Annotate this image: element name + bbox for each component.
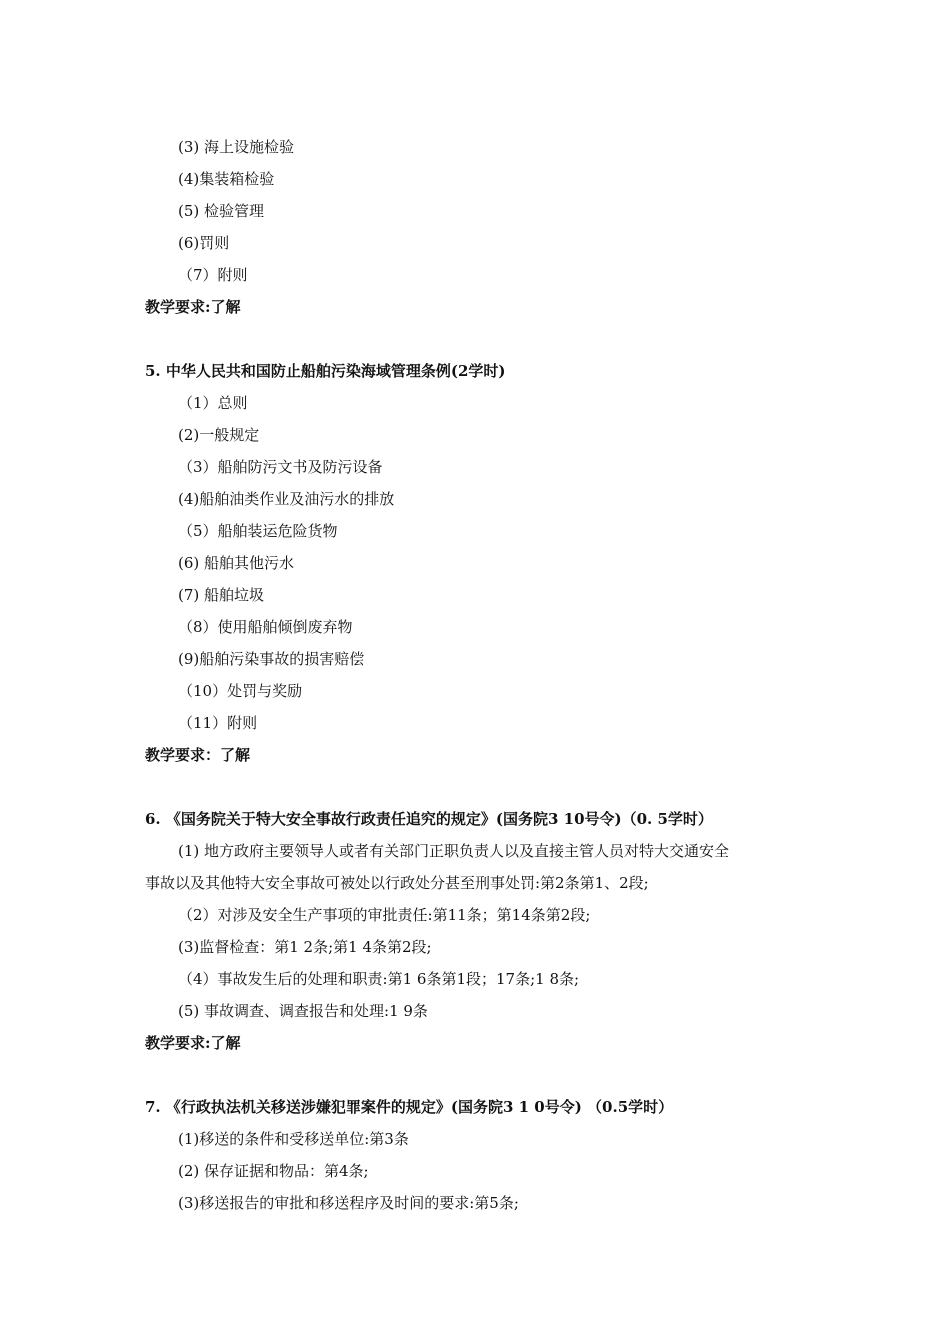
list-item: （10）处罚与奖励 [178, 682, 303, 700]
list-item: （7）附则 [178, 266, 248, 284]
list-item: （4）事故发生后的处理和职责:第1 6条第1段；17条;1 8条; [178, 970, 580, 988]
list-item: (2)一般规定 [178, 426, 260, 444]
list-item: (7) 船舶垃圾 [178, 586, 265, 604]
list-item: (1)移送的条件和受移送单位:第3条 [178, 1130, 409, 1148]
teaching-requirement: 教学要求：了解 [145, 746, 251, 764]
list-item: (2) 保存证据和物品：第4条; [178, 1162, 369, 1180]
list-item: (3)移送报告的审批和移送程序及时间的要求:第5条; [178, 1194, 519, 1212]
list-item: （2）对涉及安全生产事项的审批责任:第11条；第14条第2段; [178, 906, 591, 924]
list-item: （5）船舶装运危险货物 [178, 522, 338, 540]
list-item: (6)罚则 [178, 234, 230, 252]
teaching-requirement: 教学要求:了解 [145, 1034, 241, 1052]
teaching-requirement: 教学要求:了解 [145, 298, 241, 316]
list-item: (4)船舶油类作业及油污水的排放 [178, 490, 395, 508]
list-item: (5) 检验管理 [178, 202, 265, 220]
section-title: 7. 《行政执法机关移送涉嫌犯罪案件的规定》(国务院3 1 0号令) （0.5学时） [145, 1098, 674, 1116]
list-item: (1) 地方政府主要领导人或者有关部门正职负责人以及直接主管人员对特大交通安全 [178, 842, 730, 860]
list-item: (6) 船舶其他污水 [178, 554, 295, 572]
list-item: (5) 事故调查、调查报告和处理:1 9条 [178, 1002, 428, 1020]
list-item: (4)集装箱检验 [178, 170, 275, 188]
list-item: （8）使用船舶倾倒废弃物 [178, 618, 353, 636]
list-item-continuation: 事故以及其他特大安全事故可被处以行政处分甚至刑事处罚:第2条第1、2段; [145, 874, 649, 892]
section-title: 6. 《国务院关于特大安全事故行政责任追究的规定》(国务院3 10号令)（0. 5学时） [145, 810, 713, 828]
list-item: (9)船舶污染事故的损害赔偿 [178, 650, 365, 668]
list-item: (3) 海上设施检验 [178, 138, 295, 156]
section-title: 5. 中华人民共和国防止船舶污染海域管理条例(2学时) [145, 362, 506, 380]
list-item: (3)监督检查：第1 2条;第1 4条第2段; [178, 938, 432, 956]
list-item: （3）船舶防污文书及防污设备 [178, 458, 383, 476]
list-item: （1）总则 [178, 394, 248, 412]
list-item: （11）附则 [178, 714, 258, 732]
